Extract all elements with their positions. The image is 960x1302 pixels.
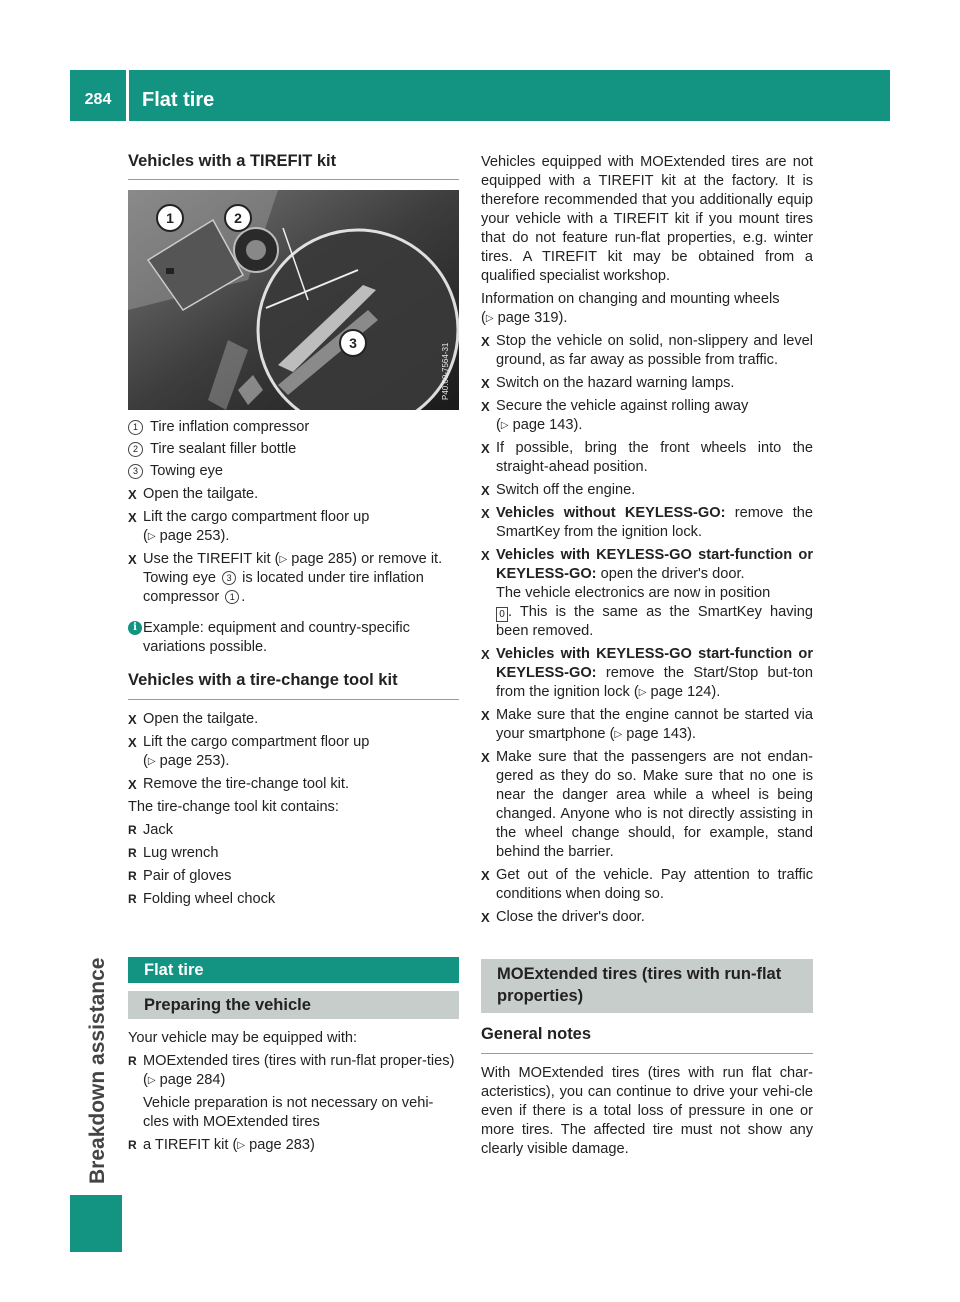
page-title: Flat tire — [142, 89, 215, 111]
page-reference-link[interactable]: page 253). — [159, 753, 230, 769]
instruction-step — [481, 908, 813, 927]
step-note: . This is the same as the SmartKey having been removed. — [496, 604, 813, 639]
list-item-text: Pair of gloves — [143, 868, 232, 884]
wheel-info-text: Information on changing and mounting wheels (▷ page 319). — [481, 291, 780, 326]
instruction-step — [481, 546, 813, 641]
step-text: Use the TIREFIT kit ( — [143, 551, 280, 567]
instruction-step — [481, 866, 813, 904]
step-text: Remove the tire-change tool kit. — [143, 776, 350, 792]
page-ref-triangle-icon: ▷ — [147, 756, 156, 767]
legend-item — [128, 418, 459, 437]
page-reference-link[interactable]: page 319). — [497, 310, 568, 326]
bullet-icon: R — [128, 1054, 137, 1068]
page-reference-link[interactable]: page 285) or remove it. — [291, 551, 443, 567]
list-item — [128, 1136, 459, 1155]
figure-callout-2: 2 — [234, 210, 242, 226]
step-arrow-icon: X — [481, 483, 490, 498]
step-arrow-icon: X — [128, 510, 137, 525]
list-item — [128, 1052, 459, 1132]
callout-number-icon: 1 — [128, 420, 143, 435]
info-note — [128, 619, 459, 657]
step-arrow-icon: X — [481, 868, 490, 883]
step-text: Switch on the hazard warning lamps. — [496, 375, 735, 391]
instruction-step — [481, 504, 813, 542]
tirefit-heading: Vehicles with a TIREFIT kit — [128, 150, 459, 180]
step-note: The vehicle electronics are now in position — [496, 585, 771, 601]
step-text: compressor — [143, 589, 220, 605]
list-item-text: Lug wrench — [143, 845, 219, 861]
info-icon: i — [128, 621, 142, 635]
legend-item — [128, 462, 459, 481]
page-reference-link[interactable]: page 283) — [249, 1137, 315, 1153]
instruction-step — [128, 485, 459, 504]
toolkit-heading: Vehicles with a tire-change tool kit — [128, 669, 459, 700]
instruction-step — [481, 645, 813, 702]
step-text: If possible, bring the front wheels into the straight-ahead position. — [496, 440, 813, 475]
step-text: remove the SmartKey from the ignition lock. — [496, 505, 813, 540]
step-text: Close the driver's door. — [496, 909, 645, 925]
page-ref-triangle-icon: ▷ — [237, 1140, 246, 1151]
ignition-position-icon: 0 — [496, 607, 508, 622]
step-arrow-icon: X — [128, 735, 137, 750]
page-number: 284 — [84, 91, 112, 108]
preparing-vehicle-bar: Preparing the vehicle — [128, 991, 459, 1019]
step-arrow-icon: X — [481, 376, 490, 391]
page-reference-link[interactable]: page 143). — [626, 726, 696, 742]
step-arrow-icon: X — [481, 647, 490, 662]
bullet-icon: R — [128, 1138, 137, 1152]
page-reference-link[interactable]: page 284) — [159, 1072, 226, 1088]
callout-number-icon: 3 — [128, 464, 143, 479]
step-arrow-icon: X — [128, 712, 137, 727]
page-ref-triangle-icon: ▷ — [638, 687, 647, 698]
bullet-icon: R — [128, 846, 137, 860]
step-text: Get out of the vehicle. Pay attention to traffic conditions when doing so. — [496, 867, 813, 902]
right-column — [481, 153, 813, 1163]
list-item-note: Vehicle preparation is not necessary on vehi-cles with MOExtended tires — [143, 1095, 434, 1130]
instruction-step: X Lift the cargo compartment floor up (▷ page 253). — [128, 734, 370, 769]
step-text: Make sure that the engine cannot be started via your smartphone ( — [496, 707, 813, 742]
figure-legend — [128, 418, 459, 481]
instruction-step — [128, 710, 459, 729]
step-text: Open the tailgate. — [143, 486, 259, 502]
instruction-step — [481, 439, 813, 477]
step-text: Lift the cargo compartment floor up — [143, 734, 370, 750]
page-ref-triangle-icon: ▷ — [279, 554, 288, 565]
list-item-text: MOExtended tires (tires with run-flat proper-ties) ( — [143, 1053, 455, 1088]
instruction-step: X Lift the cargo compartment floor up (▷ page 253). — [128, 509, 370, 544]
step-arrow-icon: X — [481, 506, 490, 521]
callout-number-icon: 3 — [222, 571, 236, 585]
moextended-section-bar: MOExtended tires (tires with run-flat properties) — [481, 959, 813, 1013]
step-arrow-icon: X — [128, 552, 137, 567]
list-item — [128, 821, 459, 840]
step-text: Switch off the engine. — [496, 482, 636, 498]
figure-callout-3: 3 — [349, 335, 357, 351]
step-text: Make sure that the passengers are not endan-gered as they do so. Make sure that no one is near the danger area while a wheel is being changed. Anyone who is not directly assisting in the wheel change should, for example, stand behind the barrier. — [496, 749, 813, 860]
instruction-step: X Secure the vehicle against rolling away (▷ page 143). — [481, 398, 749, 433]
instruction-step — [481, 481, 813, 500]
page-reference-link[interactable]: page 253). — [159, 528, 230, 544]
step-arrow-icon: X — [481, 441, 490, 456]
step-arrow-icon: X — [481, 708, 490, 723]
page-ref-triangle-icon: ▷ — [500, 420, 509, 431]
header-divider — [126, 70, 129, 121]
info-text: Example: equipment and country-specific variations possible. — [143, 620, 410, 655]
step-text: open the driver's door. — [600, 566, 745, 582]
list-item-text: Folding wheel chock — [143, 891, 276, 907]
instruction-step: X Use the TIREFIT kit (▷ page 285) or remove it. Towing eye 3 is located under tire inflation compressor 1 . — [128, 551, 443, 605]
flat-tire-section-bar: Flat tire — [128, 957, 459, 983]
bullet-icon: R — [128, 892, 137, 906]
step-text: Open the tailgate. — [143, 711, 259, 727]
list-item-text: Jack — [143, 822, 174, 838]
moextended-intro: Vehicles equipped with MOExtended tires are not equipped with a TIREFIT kit at the factory. It is therefore recommended that you additionally equip your vehicle with a TIREFIT kit if you mount tires that do not feature run-flat properties, e.g. winter tires. A TIREFIT kit may be obtained from a qualified specialist workshop. — [481, 154, 813, 284]
callout-number-icon: 1 — [225, 590, 239, 604]
left-column — [128, 150, 459, 1159]
legend-text: Towing eye — [150, 463, 224, 479]
equipped-intro: Your vehicle may be equipped with: — [128, 1030, 358, 1046]
step-arrow-icon: X — [481, 399, 490, 414]
toolkit-contains-text: The tire-change tool kit contains: — [128, 799, 339, 815]
step-arrow-icon: X — [481, 548, 490, 563]
legend-text: Tire inflation compressor — [150, 419, 310, 435]
general-notes-text: With MOExtended tires (tires with run flat char-acteristics), you can continue to drive your vehi-cle even if there is a total loss of pressure in one or more tires. The affected tire must not show any clearly visible damage. — [481, 1065, 813, 1157]
step-text: Stop the vehicle on solid, non-slippery and level ground, as far away as possible from traffic. — [496, 333, 813, 368]
instruction-step — [128, 775, 459, 794]
instruction-step — [481, 332, 813, 370]
general-notes-heading: General notes — [481, 1023, 813, 1054]
page-ref-triangle-icon: ▷ — [485, 313, 494, 324]
figure-callout-1: 1 — [166, 210, 174, 226]
list-item — [128, 867, 459, 886]
step-condition: Vehicles without KEYLESS-GO: — [496, 505, 726, 521]
instruction-step — [481, 748, 813, 862]
legend-text: Tire sealant filler bottle — [150, 441, 297, 457]
step-condition: Vehicles with KEYLESS-GO start-function or KEYLESS-GO: — [496, 547, 813, 582]
paragraph-text: Information on changing and mounting wheels — [481, 291, 780, 307]
callout-number-icon: 2 — [128, 442, 143, 457]
section-tab-label: Breakdown assistance — [86, 957, 109, 1184]
list-item — [128, 890, 459, 909]
figure-code: P40.00-7564-31 — [441, 342, 450, 400]
step-arrow-icon: X — [481, 334, 490, 349]
bullet-icon: R — [128, 823, 137, 837]
step-arrow-icon: X — [481, 750, 490, 765]
step-arrow-icon: X — [481, 910, 490, 925]
list-item-text: a TIREFIT kit ( — [143, 1137, 238, 1153]
page-ref-triangle-icon: ▷ — [147, 531, 156, 542]
step-text: Towing eye — [143, 570, 217, 586]
step-text: is located under tire inflation — [242, 570, 424, 586]
tirefit-photo — [128, 190, 459, 410]
page-ref-triangle-icon: ▷ — [614, 729, 623, 740]
tirefit-figure — [128, 190, 459, 410]
step-condition: Vehicles with KEYLESS-GO start-function or KEYLESS-GO: — [496, 646, 813, 681]
legend-item — [128, 440, 459, 459]
step-text: remove the Start/Stop but-ton from the ignition lock ( — [496, 665, 813, 700]
bullet-icon: R — [128, 869, 137, 883]
section-tab-marker — [70, 1195, 122, 1252]
page-reference-link[interactable]: page 124). — [650, 684, 721, 700]
instruction-step — [481, 374, 813, 393]
step-text: Secure the vehicle against rolling away — [496, 398, 749, 414]
step-text: Lift the cargo compartment floor up — [143, 509, 370, 525]
step-arrow-icon: X — [128, 777, 137, 792]
page-ref-triangle-icon: ▷ — [147, 1075, 156, 1086]
list-item — [128, 844, 459, 863]
step-arrow-icon: X — [128, 487, 137, 502]
instruction-step — [481, 706, 813, 744]
page-reference-link[interactable]: page 143). — [512, 417, 583, 433]
